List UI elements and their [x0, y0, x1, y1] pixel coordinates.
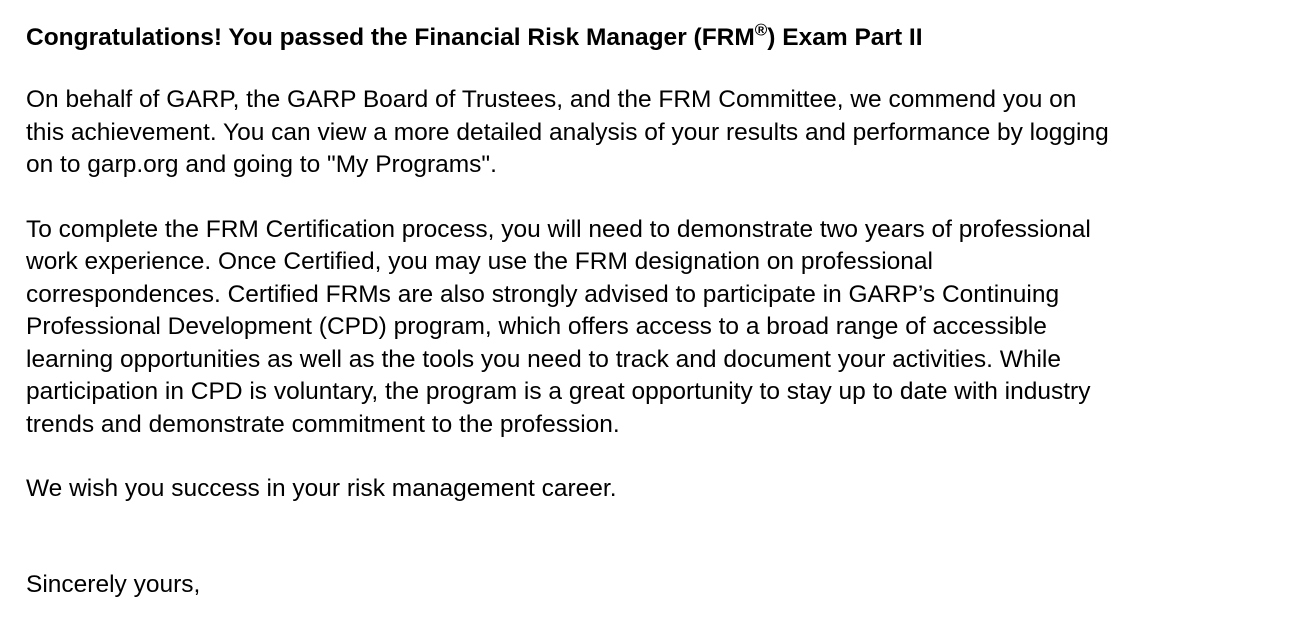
text-line: On behalf of GARP, the GARP Board of Trustees, and the FRM Committee, we commend you on: [26, 86, 1077, 113]
text-line: this achievement. You can view a more detailed analysis of your results and performance by logging: [26, 118, 1109, 146]
paragraph-commendation: [26, 84, 1276, 182]
registered-trademark-mark: ®: [754, 20, 768, 40]
paragraph-wish: We wish you success in your risk management career.: [26, 475, 617, 502]
text-line: participation in CPD is voluntary, the program is a great opportunity to stay up to date with industry: [26, 378, 1091, 405]
text-line: To complete the FRM Certification process, you will need to demonstrate two years of professional: [26, 215, 1091, 243]
heading-text-end: ) Exam Part II: [767, 24, 923, 51]
heading-text: Congratulations! You passed the Financial Risk Manager (FRM: [26, 24, 755, 51]
text-line: on to garp.org and going to "My Programs".: [26, 151, 497, 178]
text-line: correspondences. Certified FRMs are also strongly advised to participate in GARP’s Continuing: [26, 280, 1060, 308]
letter-heading: [26, 20, 1276, 56]
text-line: work experience. Once Certified, you may use the FRM designation on professional: [26, 248, 933, 275]
closing-salutation: Sincerely yours,: [26, 570, 201, 598]
letter-body: [26, 20, 1276, 601]
paragraph-certification: [26, 214, 1276, 442]
text-line: trends and demonstrate commitment to the profession.: [26, 410, 620, 438]
text-line: learning opportunities as well as the tools you need to track and document your activities. While: [26, 345, 1062, 373]
text-line: Professional Development (CPD) program, which offers access to a broad range of accessible: [26, 313, 1047, 340]
